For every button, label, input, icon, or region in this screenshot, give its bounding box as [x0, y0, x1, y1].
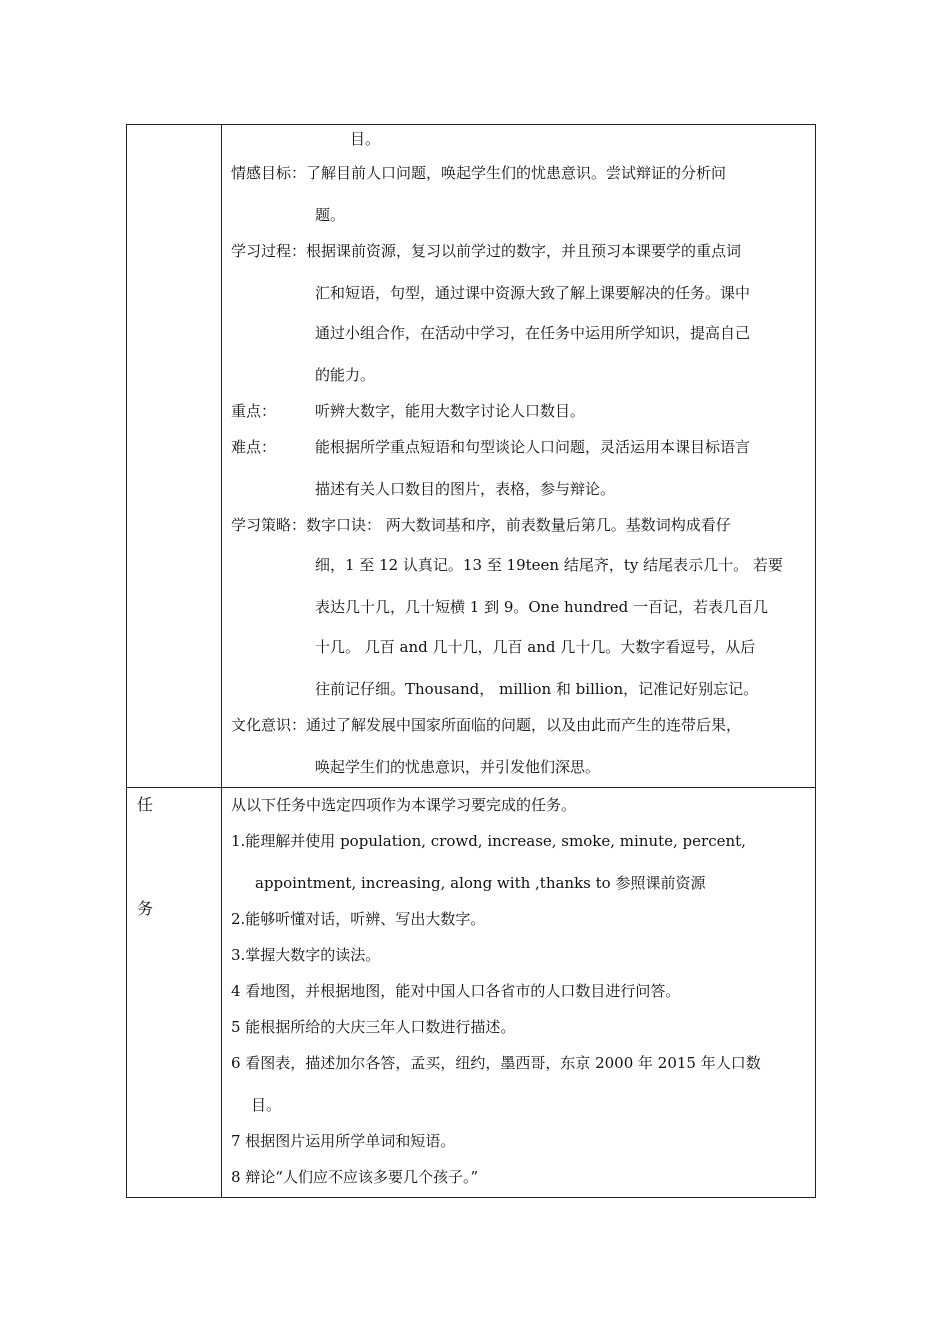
task-2: 2.能够听懂对话，听辨、写出大数字。 — [231, 910, 486, 928]
process-line-4: 的能力。 — [315, 366, 376, 384]
process-line-3: 通过小组合作，在活动中学习，在任务中运用所学知识，提高自己 — [315, 324, 751, 342]
culture-line-2: 唤起学生们的忧患意识，并引发他们深思。 — [315, 758, 601, 776]
strategy-line-3: 表达几十几，几十短横 1 到 9。One hundred 一百记，若表几百几 — [315, 598, 768, 616]
emotion-goal-line-2: 题。 — [315, 206, 346, 224]
task-1-line-2: appointment, increasing, along with ,thanks to 参照课前资源 — [255, 874, 706, 892]
difficulty-label: 难点： — [231, 438, 277, 456]
strategy-line-5: 往前记仔细。Thousand， million 和 billion，记准记好别忘记。 — [315, 680, 759, 698]
task-3: 3.掌握大数字的读法。 — [231, 946, 381, 964]
goals-continuation: 目。 — [350, 130, 381, 148]
difficulty-line-1: 能根据所学重点短语和句型谈论人口问题，灵活运用本课目标语言 — [315, 438, 751, 456]
task-6-line-2: 目。 — [251, 1096, 282, 1114]
task-4: 4 看地图，并根据地图，能对中国人口各省市的人口数目进行问答。 — [231, 982, 681, 1000]
strategy-line-4: 十几。 几百 and 几十几，几百 and 几十几。大数字看逗号，从后 — [315, 638, 756, 656]
task-label-char-2: 务 — [137, 899, 154, 918]
culture-line-1: 文化意识：通过了解发展中国家所面临的问题，以及由此而产生的连带后果， — [231, 716, 742, 734]
process-line-2: 汇和短语，句型，通过课中资源大致了解上课要解决的任务。课中 — [315, 284, 751, 302]
strategy-line-2: 细，1 至 12 认真记。13 至 19teen 结尾齐，ty 结尾表示几十。 若要 — [315, 556, 783, 574]
task-7: 7 根据图片运用所学单词和短语。 — [231, 1132, 456, 1150]
key-point-label: 重点： — [231, 402, 277, 420]
strategy-line-1: 学习策略：数字口诀： 两大数词基和序，前表数量后第几。基数词构成看仔 — [231, 516, 731, 534]
key-point-text: 听辨大数字，能用大数字讨论人口数目。 — [315, 402, 586, 420]
tasks-intro: 从以下任务中选定四项作为本课学习要完成的任务。 — [231, 796, 577, 814]
emotion-goal-line-1: 情感目标：了解目前人口问题，唤起学生们的忧患意识。尝试辩证的分析问 — [231, 164, 727, 182]
row-divider — [127, 787, 815, 788]
lesson-plan-table — [126, 124, 816, 1198]
task-8: 8 辩论“人们应不应该多要几个孩子。” — [231, 1168, 479, 1186]
task-6-line-1: 6 看图表，描述加尔各答，孟买，纽约，墨西哥，东京 2000 年 2015 年人口数 — [231, 1054, 761, 1072]
task-5: 5 能根据所给的大庆三年人口数进行描述。 — [231, 1018, 516, 1036]
difficulty-line-2: 描述有关人口数目的图片，表格，参与辩论。 — [315, 480, 616, 498]
column-divider — [221, 125, 222, 1197]
task-1-line-1: 1.能理解并使用 population, crowd, increase, smoke, minute, percent, — [231, 832, 746, 850]
task-label-char-1: 任 — [137, 795, 154, 814]
process-line-1: 学习过程：根据课前资源，复习以前学过的数字，并且预习本课要学的重点词 — [231, 242, 742, 260]
